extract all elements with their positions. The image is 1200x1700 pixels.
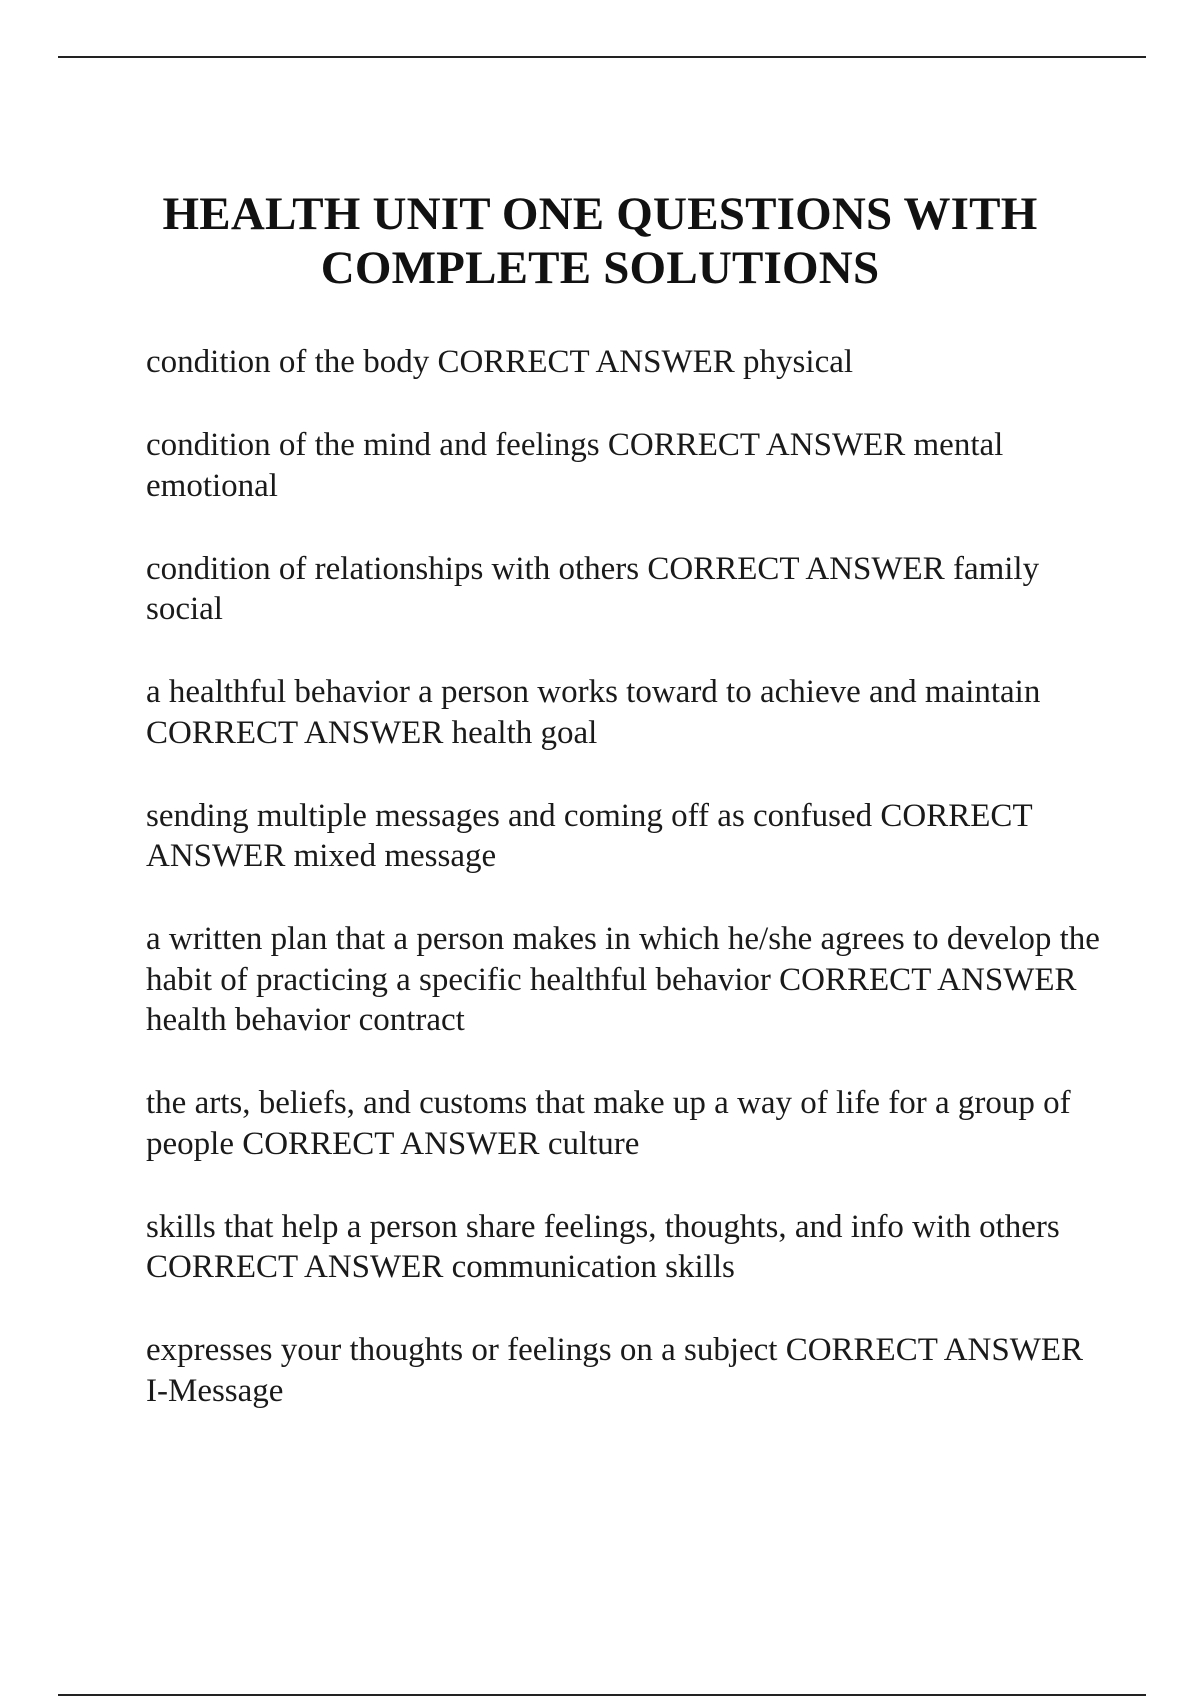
- question-answer-item: a written plan that a person makes in which he/she agrees to develop the habit of practicing a specific healthful behavior CORRECT ANSWER health behavior contract: [146, 921, 1100, 1038]
- bottom-divider: [58, 1694, 1146, 1696]
- question-answer-item: skills that help a person share feelings, thoughts, and info with others CORRECT ANSWER communication skills: [146, 1208, 1060, 1285]
- question-answer-item: condition of the body CORRECT ANSWER physical: [146, 344, 854, 380]
- question-answer-item: condition of relationships with others CORRECT ANSWER family social: [146, 550, 1040, 627]
- top-divider: [58, 56, 1146, 58]
- title-line-2: COMPLETE SOLUTIONS: [320, 242, 880, 294]
- question-answer-item: a healthful behavior a person works toward to achieve and maintain CORRECT ANSWER health goal: [146, 674, 1041, 751]
- document-title: [100, 187, 1100, 295]
- question-answer-list: [146, 342, 1106, 1411]
- question-answer-item: expresses your thoughts or feelings on a subject CORRECT ANSWER I-Message: [146, 1332, 1084, 1409]
- question-answer-item: the arts, beliefs, and customs that make up a way of life for a group of people CORRECT ANSWER culture: [146, 1085, 1071, 1162]
- question-answer-item: sending multiple messages and coming off as confused CORRECT ANSWER mixed message: [146, 797, 1033, 874]
- question-answer-item: condition of the mind and feelings CORRECT ANSWER mental emotional: [146, 427, 1004, 504]
- title-line-1: HEALTH UNIT ONE QUESTIONS WITH: [162, 188, 1038, 240]
